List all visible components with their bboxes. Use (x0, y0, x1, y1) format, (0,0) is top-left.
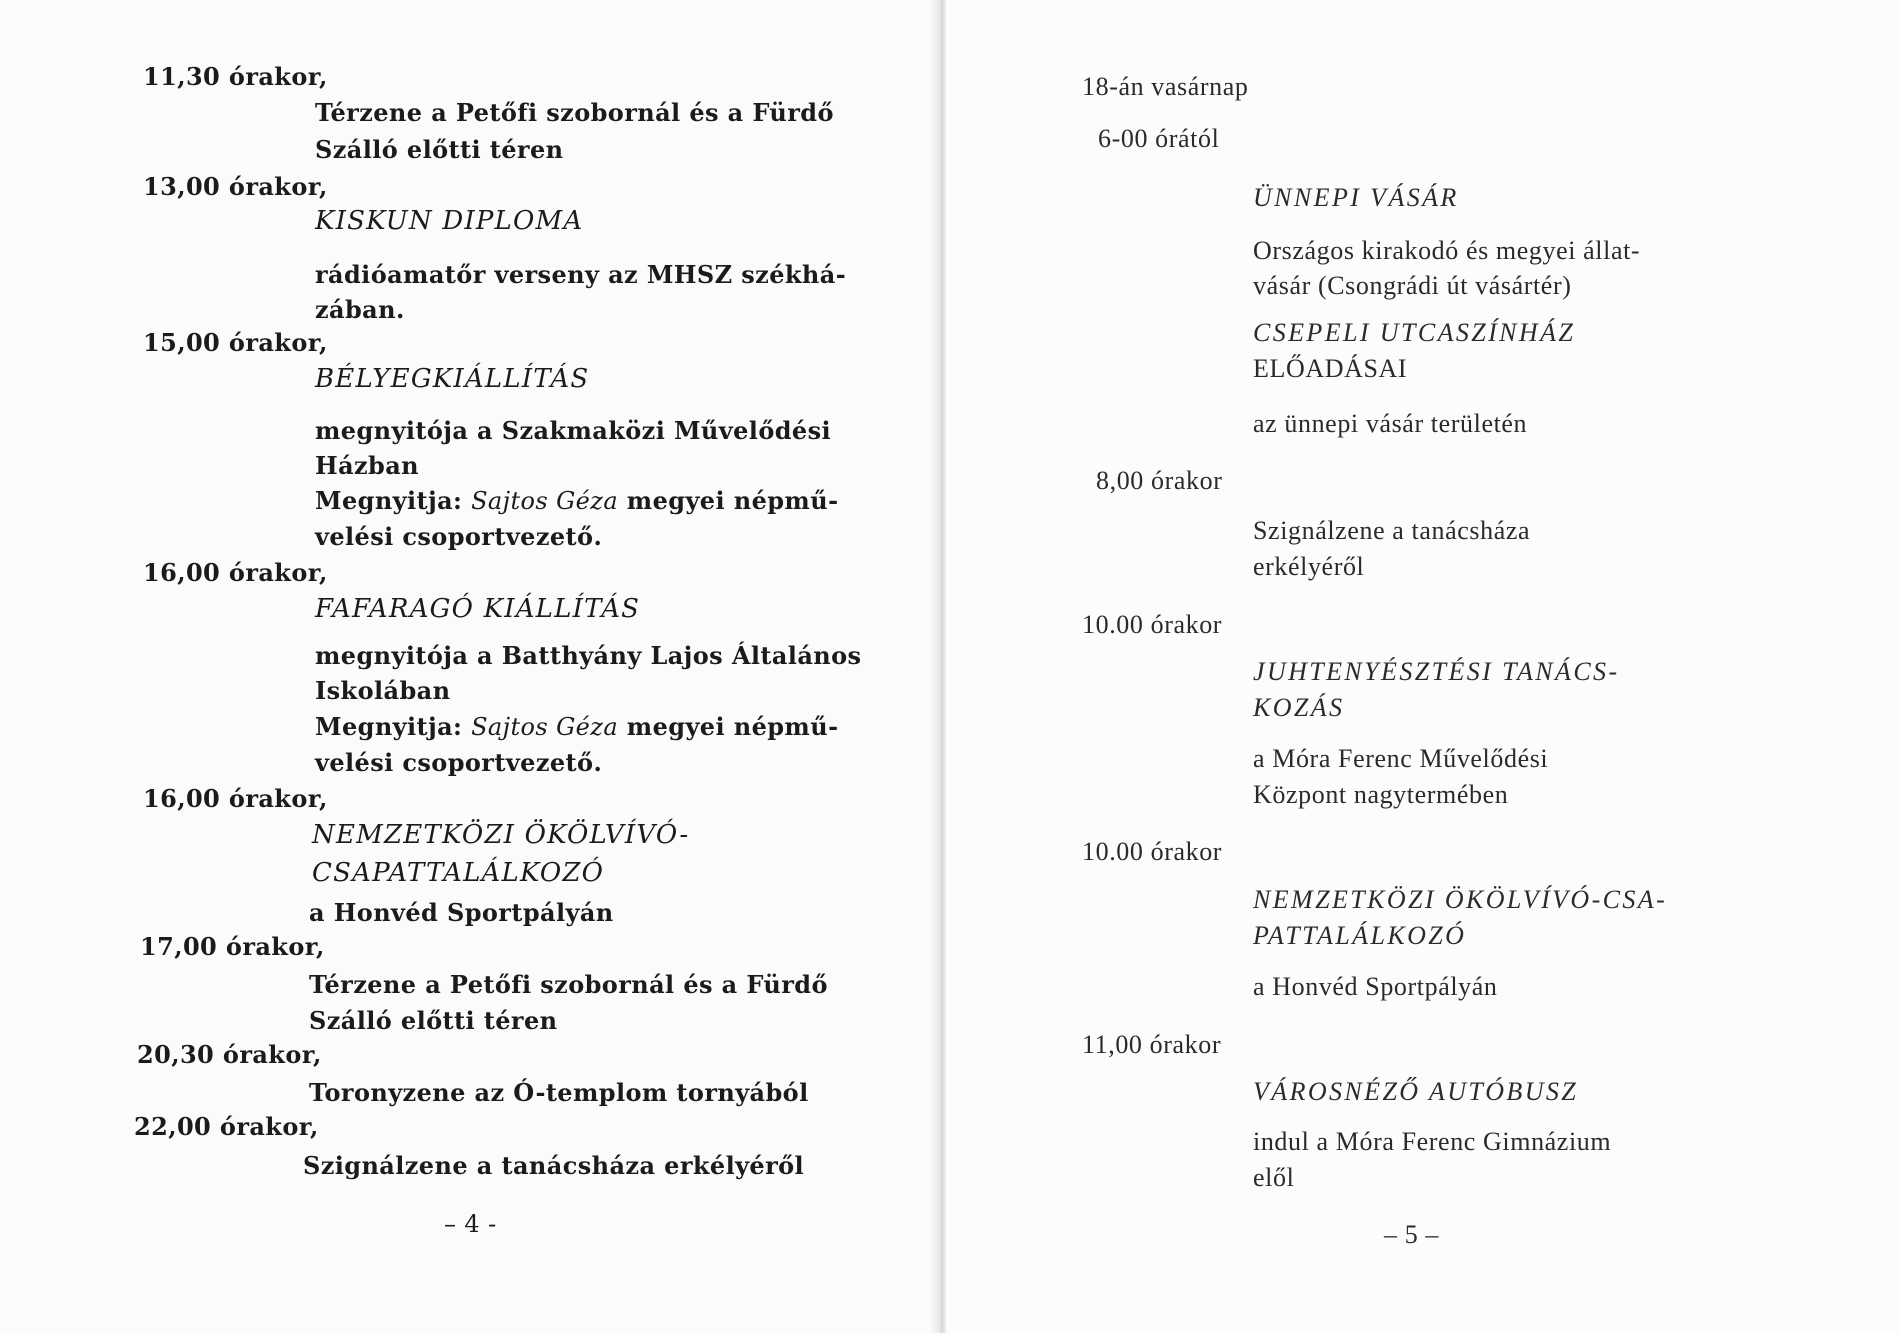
page-number: – 5 – (1384, 1220, 1439, 1249)
right-page (946, 0, 1900, 1333)
entry-time: 17,00 órakor, (140, 932, 325, 961)
entry-text: Szignálzene a tanácsháza erkélyéről (303, 1151, 805, 1180)
entry-title: KISKUN DIPLOMA (315, 206, 584, 236)
entry-text: Országos kirakodó és megyei állat- (1253, 236, 1641, 265)
entry-time: 10.00 órakor (1082, 837, 1223, 866)
entry-text: a Honvéd Sportpályán (1253, 972, 1498, 1001)
entry-text: Szálló előtti téren (315, 135, 564, 164)
page-number: – 4 - (444, 1210, 497, 1238)
entry-title: CSAPATTALÁLKOZÓ (312, 858, 605, 888)
entry-title: ELŐADÁSAI (1253, 354, 1408, 383)
entry-text: Szálló előtti téren (309, 1006, 558, 1035)
entry-text: Toronyzene az Ó-templom tornyából (309, 1078, 809, 1107)
entry-text: megnyitója a Szakmaközi Művelődési (315, 416, 832, 445)
entry-text: Megnyitja: Sajtos Géza megyei népmű- (315, 486, 839, 515)
entry-text: megnyitója a Batthyány Lajos Általános (315, 641, 862, 670)
entry-time: 8,00 órakor (1096, 466, 1223, 495)
entry-text: Térzene a Petőfi szobornál és a Fürdő (309, 970, 828, 999)
entry-text: Házban (315, 451, 420, 480)
entry-text: vásár (Csongrádi út vásártér) (1253, 271, 1572, 300)
entry-text: indul a Móra Ferenc Gimnázium (1253, 1127, 1612, 1156)
entry-text: Központ nagytermében (1253, 780, 1509, 809)
entry-time: 13,00 órakor, (143, 172, 328, 201)
entry-text: Térzene a Petőfi szobornál és a Fürdő (315, 98, 834, 127)
entry-text: a Móra Ferenc Művelődési (1253, 744, 1549, 773)
left-page (0, 0, 940, 1333)
entry-text: Iskolában (315, 676, 451, 705)
entry-time: 22,00 órakor, (134, 1112, 319, 1141)
entry-title: JUHTENYÉSZTÉSI TANÁCS- (1253, 657, 1620, 686)
entry-text: velési csoportvezető. (315, 522, 603, 551)
entry-time: 11,00 órakor (1082, 1030, 1222, 1059)
entry-title: CSEPELI UTCASZÍNHÁZ (1253, 318, 1576, 347)
entry-time: 10.00 órakor (1082, 610, 1223, 639)
entry-text: zában. (315, 295, 405, 324)
entry-title: ÜNNEPI VÁSÁR (1253, 183, 1459, 212)
entry-text: Szignálzene a tanácsháza (1253, 516, 1531, 545)
entry-text: erkélyéről (1253, 552, 1365, 581)
entry-time: 20,30 órakor, (137, 1040, 322, 1069)
opener-name: Sajtos Géza (471, 713, 619, 741)
entry-title: NEMZETKÖZI ÖKÖLVÍVÓ- (312, 820, 690, 850)
entry-title: NEMZETKÖZI ÖKÖLVÍVÓ-CSA- (1253, 885, 1668, 914)
entry-text: velési csoportvezető. (315, 748, 603, 777)
entry-text: elől (1253, 1163, 1295, 1192)
entry-title: BÉLYEGKIÁLLÍTÁS (315, 364, 590, 394)
entry-time: 15,00 órakor, (143, 328, 328, 357)
entry-title: PATTALÁLKOZÓ (1253, 921, 1467, 950)
entry-time: 16,00 órakor, (143, 784, 328, 813)
entry-title: FAFARAGÓ KIÁLLÍTÁS (315, 594, 641, 624)
entry-text: az ünnepi vásár területén (1253, 409, 1528, 438)
entry-text: rádióamatőr verseny az MHSZ székhá- (315, 260, 847, 289)
entry-time: 16,00 órakor, (143, 558, 328, 587)
entry-time: 11,30 órakor, (143, 62, 328, 91)
entry-time: 6-00 órától (1098, 124, 1220, 153)
entry-text: a Honvéd Sportpályán (309, 898, 614, 927)
day-heading: 18-án vasárnap (1082, 72, 1249, 101)
opener-name: Sajtos Géza (471, 487, 619, 515)
entry-text: Megnyitja: Sajtos Géza megyei népmű- (315, 712, 839, 741)
entry-title: VÁROSNÉZŐ AUTÓBUSZ (1253, 1077, 1579, 1106)
entry-title: KOZÁS (1253, 693, 1345, 722)
